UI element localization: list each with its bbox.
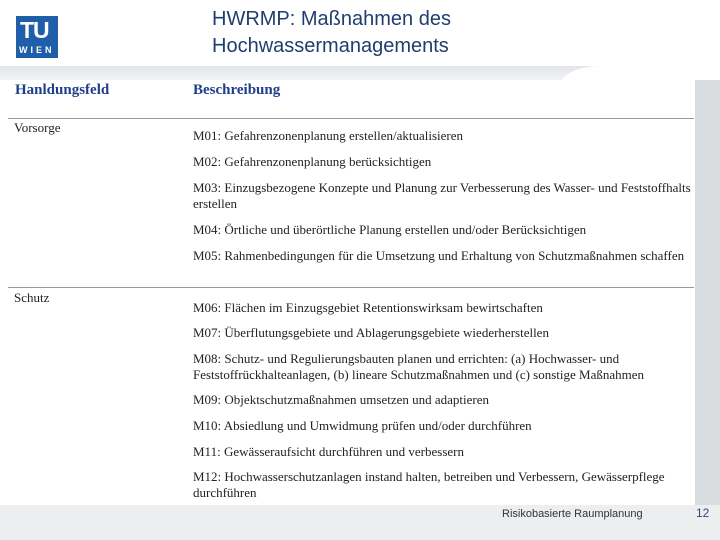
measure-item: M08: Schutz- und Regulierungsbauten planen und errichten: (a) Hochwasser- und Feststoffrückhalteanlagen, (b) lineare Schutzmaßnahmen und (c) sonstige Maßnahmen — [193, 351, 645, 382]
column-header-description: Beschreibung — [193, 82, 281, 98]
field-vorsorge: Vorsorge — [14, 120, 61, 135]
measure-item: M10: Absiedlung und Umwidmung prüfen und/oder durchführen — [193, 418, 532, 433]
measure-item: M02: Gefahrenzonenplanung berücksichtigen — [193, 154, 432, 169]
slide-title — [212, 6, 632, 60]
measure-item: M12: Hochwasserschutzanlagen instand halten, betreiben und Verbessern, Gewässerpflege durchführen — [193, 469, 665, 500]
logo-text-tu: TU — [20, 17, 49, 43]
header-divider — [8, 118, 694, 119]
column-header-field: Hanldungsfeld — [15, 82, 110, 98]
slide-title-line-2: Hochwassermanagements — [212, 35, 449, 57]
background-right-strip — [695, 80, 720, 540]
measure-item: M04: Örtliche und überörtliche Planung erstellen und/oder Berücksichtigen — [193, 222, 587, 237]
page-number: 12 — [696, 506, 710, 520]
measures-table — [6, 80, 695, 505]
measure-item: M05: Rahmenbedingungen für die Umsetzung und Erhaltung von Schutzmaßnahmen schaffen — [193, 248, 685, 263]
field-schutz: Schutz — [14, 290, 50, 305]
measure-item: M11: Gewässeraufsicht durchführen und verbessern — [193, 444, 464, 459]
slide-title-line-1: HWRMP: Maßnahmen des — [212, 8, 451, 30]
measure-item: M09: Objektschutzmaßnahmen umsetzen und adaptieren — [193, 392, 490, 407]
group-divider — [8, 287, 694, 288]
measure-item: M03: Einzugsbezogene Konzepte und Planung zur Verbesserung des Wasser- und Feststoffhalts erstellen — [193, 180, 691, 211]
logo-text-wien: WIEN — [19, 45, 55, 55]
footer-text: Risikobasierte Raumplanung — [502, 508, 643, 520]
measure-item: M06: Flächen im Einzugsgebiet Retentionswirksam bewirtschaften — [193, 300, 543, 315]
tu-wien-logo — [16, 16, 58, 58]
measure-item: M07: Überflutungsgebiete und Ablagerungsgebiete wiederherstellen — [193, 325, 549, 340]
measure-item: M01: Gefahrenzonenplanung erstellen/aktualisieren — [193, 128, 464, 143]
